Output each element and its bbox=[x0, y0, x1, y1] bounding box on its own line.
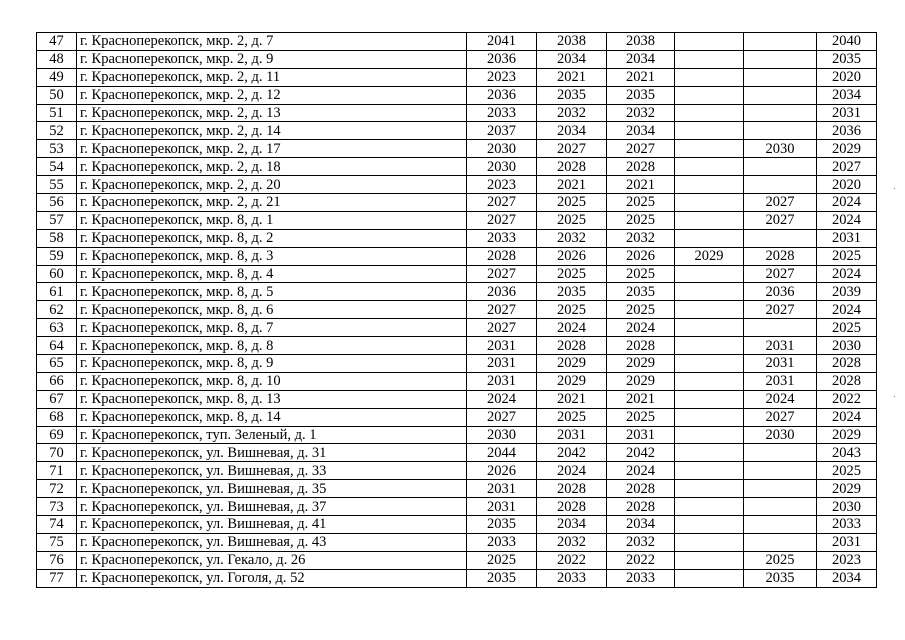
year-cell-5: 2035 bbox=[744, 569, 817, 587]
year-cell-2: 2025 bbox=[537, 408, 607, 426]
year-cell-6: 2020 bbox=[817, 68, 877, 86]
year-cell-1: 2030 bbox=[467, 140, 537, 158]
year-cell-2: 2025 bbox=[537, 194, 607, 212]
address-cell: г. Красноперекопск, мкр. 8, д. 1 bbox=[77, 211, 467, 229]
table-row bbox=[37, 86, 877, 104]
address-cell: г. Красноперекопск, мкр. 8, д. 9 bbox=[77, 355, 467, 373]
year-cell-3: 2024 bbox=[607, 462, 675, 480]
year-cell-5 bbox=[744, 68, 817, 86]
address-cell: г. Красноперекопск, мкр. 8, д. 2 bbox=[77, 229, 467, 247]
year-cell-3: 2034 bbox=[607, 516, 675, 534]
year-cell-1: 2044 bbox=[467, 444, 537, 462]
year-cell-6: 2024 bbox=[817, 301, 877, 319]
table-row bbox=[37, 372, 877, 390]
year-cell-6: 2025 bbox=[817, 462, 877, 480]
year-cell-5: 2030 bbox=[744, 426, 817, 444]
year-cell-1: 2036 bbox=[467, 50, 537, 68]
table-row bbox=[37, 551, 877, 569]
year-cell-2: 2032 bbox=[537, 229, 607, 247]
year-cell-6: 2034 bbox=[817, 86, 877, 104]
row-number: 73 bbox=[37, 498, 77, 516]
year-cell-4 bbox=[675, 86, 744, 104]
year-cell-3: 2033 bbox=[607, 569, 675, 587]
row-number: 75 bbox=[37, 533, 77, 551]
schedule-table bbox=[36, 32, 877, 588]
row-number: 76 bbox=[37, 551, 77, 569]
row-number: 72 bbox=[37, 480, 77, 498]
year-cell-3: 2034 bbox=[607, 122, 675, 140]
year-cell-5 bbox=[744, 498, 817, 516]
row-number: 60 bbox=[37, 265, 77, 283]
year-cell-1: 2036 bbox=[467, 283, 537, 301]
year-cell-2: 2022 bbox=[537, 551, 607, 569]
address-cell: г. Красноперекопск, мкр. 8, д. 10 bbox=[77, 372, 467, 390]
year-cell-2: 2034 bbox=[537, 122, 607, 140]
year-cell-1: 2027 bbox=[467, 194, 537, 212]
year-cell-4 bbox=[675, 408, 744, 426]
scan-mark: · bbox=[893, 392, 897, 403]
year-cell-3: 2029 bbox=[607, 372, 675, 390]
year-cell-6: 2025 bbox=[817, 319, 877, 337]
row-number: 66 bbox=[37, 372, 77, 390]
year-cell-4 bbox=[675, 301, 744, 319]
year-cell-3: 2022 bbox=[607, 551, 675, 569]
year-cell-5 bbox=[744, 50, 817, 68]
row-number: 56 bbox=[37, 194, 77, 212]
row-number: 69 bbox=[37, 426, 77, 444]
address-cell: г. Красноперекопск, ул. Вишневая, д. 37 bbox=[77, 498, 467, 516]
year-cell-1: 2041 bbox=[467, 33, 537, 51]
table-row bbox=[37, 390, 877, 408]
year-cell-4 bbox=[675, 426, 744, 444]
year-cell-5 bbox=[744, 319, 817, 337]
address-cell: г. Красноперекопск, ул. Вишневая, д. 31 bbox=[77, 444, 467, 462]
year-cell-1: 2027 bbox=[467, 265, 537, 283]
year-cell-1: 2031 bbox=[467, 498, 537, 516]
row-number: 64 bbox=[37, 337, 77, 355]
year-cell-6: 2023 bbox=[817, 551, 877, 569]
year-cell-3: 2024 bbox=[607, 319, 675, 337]
address-cell: г. Красноперекопск, мкр. 8, д. 8 bbox=[77, 337, 467, 355]
year-cell-6: 2031 bbox=[817, 229, 877, 247]
year-cell-4 bbox=[675, 50, 744, 68]
year-cell-4 bbox=[675, 211, 744, 229]
row-number: 47 bbox=[37, 33, 77, 51]
table-row bbox=[37, 337, 877, 355]
table-row bbox=[37, 158, 877, 176]
year-cell-5: 2027 bbox=[744, 408, 817, 426]
address-cell: г. Красноперекопск, мкр. 2, д. 13 bbox=[77, 104, 467, 122]
address-cell: г. Красноперекопск, мкр. 8, д. 13 bbox=[77, 390, 467, 408]
table-row bbox=[37, 319, 877, 337]
year-cell-5: 2027 bbox=[744, 265, 817, 283]
table-row bbox=[37, 480, 877, 498]
year-cell-1: 2028 bbox=[467, 247, 537, 265]
row-number: 57 bbox=[37, 211, 77, 229]
row-number: 63 bbox=[37, 319, 77, 337]
row-number: 48 bbox=[37, 50, 77, 68]
year-cell-1: 2027 bbox=[467, 319, 537, 337]
table-row bbox=[37, 516, 877, 534]
address-cell: г. Красноперекопск, мкр. 8, д. 4 bbox=[77, 265, 467, 283]
row-number: 71 bbox=[37, 462, 77, 480]
year-cell-6: 2034 bbox=[817, 569, 877, 587]
year-cell-4 bbox=[675, 229, 744, 247]
year-cell-6: 2025 bbox=[817, 247, 877, 265]
year-cell-2: 2021 bbox=[537, 390, 607, 408]
table-row bbox=[37, 426, 877, 444]
address-cell: г. Красноперекопск, ул. Вишневая, д. 35 bbox=[77, 480, 467, 498]
year-cell-4 bbox=[675, 516, 744, 534]
year-cell-1: 2031 bbox=[467, 355, 537, 373]
year-cell-5: 2027 bbox=[744, 194, 817, 212]
year-cell-1: 2025 bbox=[467, 551, 537, 569]
year-cell-2: 2038 bbox=[537, 33, 607, 51]
year-cell-5 bbox=[744, 462, 817, 480]
row-number: 49 bbox=[37, 68, 77, 86]
address-cell: г. Красноперекопск, мкр. 8, д. 7 bbox=[77, 319, 467, 337]
year-cell-4 bbox=[675, 176, 744, 194]
table-row bbox=[37, 533, 877, 551]
table-row bbox=[37, 50, 877, 68]
year-cell-3: 2032 bbox=[607, 533, 675, 551]
year-cell-2: 2028 bbox=[537, 480, 607, 498]
year-cell-4 bbox=[675, 498, 744, 516]
table-row bbox=[37, 283, 877, 301]
table-row bbox=[37, 444, 877, 462]
year-cell-6: 2029 bbox=[817, 426, 877, 444]
year-cell-5: 2031 bbox=[744, 372, 817, 390]
year-cell-2: 2025 bbox=[537, 301, 607, 319]
table-row bbox=[37, 194, 877, 212]
address-cell: г. Красноперекопск, мкр. 2, д. 12 bbox=[77, 86, 467, 104]
table-row bbox=[37, 140, 877, 158]
year-cell-2: 2032 bbox=[537, 104, 607, 122]
year-cell-1: 2024 bbox=[467, 390, 537, 408]
address-cell: г. Красноперекопск, ул. Гекало, д. 26 bbox=[77, 551, 467, 569]
year-cell-5 bbox=[744, 533, 817, 551]
year-cell-4 bbox=[675, 319, 744, 337]
year-cell-1: 2027 bbox=[467, 408, 537, 426]
year-cell-5: 2024 bbox=[744, 390, 817, 408]
year-cell-3: 2021 bbox=[607, 390, 675, 408]
table-row bbox=[37, 68, 877, 86]
year-cell-3: 2035 bbox=[607, 86, 675, 104]
year-cell-5: 2031 bbox=[744, 355, 817, 373]
year-cell-5 bbox=[744, 122, 817, 140]
year-cell-3: 2027 bbox=[607, 140, 675, 158]
year-cell-6: 2024 bbox=[817, 408, 877, 426]
year-cell-1: 2036 bbox=[467, 86, 537, 104]
table-row bbox=[37, 247, 877, 265]
year-cell-5: 2027 bbox=[744, 301, 817, 319]
year-cell-3: 2028 bbox=[607, 158, 675, 176]
row-number: 52 bbox=[37, 122, 77, 140]
year-cell-6: 2029 bbox=[817, 480, 877, 498]
table-row bbox=[37, 33, 877, 51]
year-cell-1: 2023 bbox=[467, 176, 537, 194]
year-cell-3: 2038 bbox=[607, 33, 675, 51]
address-cell: г. Красноперекопск, мкр. 2, д. 9 bbox=[77, 50, 467, 68]
row-number: 53 bbox=[37, 140, 77, 158]
address-cell: г. Красноперекопск, мкр. 8, д. 14 bbox=[77, 408, 467, 426]
year-cell-2: 2033 bbox=[537, 569, 607, 587]
row-number: 67 bbox=[37, 390, 77, 408]
year-cell-3: 2025 bbox=[607, 301, 675, 319]
year-cell-2: 2025 bbox=[537, 265, 607, 283]
year-cell-1: 2035 bbox=[467, 516, 537, 534]
table-row bbox=[37, 211, 877, 229]
year-cell-5 bbox=[744, 158, 817, 176]
table-row bbox=[37, 176, 877, 194]
year-cell-4 bbox=[675, 265, 744, 283]
year-cell-2: 2034 bbox=[537, 516, 607, 534]
year-cell-5: 2036 bbox=[744, 283, 817, 301]
year-cell-6: 2024 bbox=[817, 194, 877, 212]
year-cell-4 bbox=[675, 140, 744, 158]
year-cell-3: 2032 bbox=[607, 229, 675, 247]
year-cell-2: 2035 bbox=[537, 86, 607, 104]
year-cell-4 bbox=[675, 68, 744, 86]
row-number: 65 bbox=[37, 355, 77, 373]
year-cell-2: 2032 bbox=[537, 533, 607, 551]
year-cell-6: 2028 bbox=[817, 372, 877, 390]
year-cell-6: 2030 bbox=[817, 337, 877, 355]
year-cell-2: 2035 bbox=[537, 283, 607, 301]
year-cell-1: 2030 bbox=[467, 158, 537, 176]
row-number: 55 bbox=[37, 176, 77, 194]
year-cell-5 bbox=[744, 229, 817, 247]
year-cell-2: 2027 bbox=[537, 140, 607, 158]
year-cell-4 bbox=[675, 480, 744, 498]
year-cell-1: 2033 bbox=[467, 229, 537, 247]
year-cell-5 bbox=[744, 33, 817, 51]
year-cell-5: 2025 bbox=[744, 551, 817, 569]
address-cell: г. Красноперекопск, ул. Гоголя, д. 52 bbox=[77, 569, 467, 587]
row-number: 50 bbox=[37, 86, 77, 104]
year-cell-5: 2030 bbox=[744, 140, 817, 158]
year-cell-4 bbox=[675, 337, 744, 355]
year-cell-3: 2028 bbox=[607, 480, 675, 498]
year-cell-2: 2028 bbox=[537, 158, 607, 176]
year-cell-3: 2021 bbox=[607, 68, 675, 86]
year-cell-2: 2029 bbox=[537, 355, 607, 373]
table-row bbox=[37, 462, 877, 480]
year-cell-5 bbox=[744, 516, 817, 534]
year-cell-1: 2037 bbox=[467, 122, 537, 140]
year-cell-2: 2031 bbox=[537, 426, 607, 444]
year-cell-3: 2028 bbox=[607, 337, 675, 355]
year-cell-4 bbox=[675, 283, 744, 301]
year-cell-2: 2025 bbox=[537, 211, 607, 229]
year-cell-2: 2026 bbox=[537, 247, 607, 265]
year-cell-5: 2027 bbox=[744, 211, 817, 229]
year-cell-5 bbox=[744, 104, 817, 122]
address-cell: г. Красноперекопск, мкр. 2, д. 7 bbox=[77, 33, 467, 51]
year-cell-5 bbox=[744, 480, 817, 498]
year-cell-6: 2031 bbox=[817, 104, 877, 122]
year-cell-4 bbox=[675, 462, 744, 480]
address-cell: г. Красноперекопск, мкр. 2, д. 18 bbox=[77, 158, 467, 176]
row-number: 51 bbox=[37, 104, 77, 122]
year-cell-5 bbox=[744, 176, 817, 194]
row-number: 62 bbox=[37, 301, 77, 319]
year-cell-6: 2022 bbox=[817, 390, 877, 408]
year-cell-2: 2021 bbox=[537, 176, 607, 194]
year-cell-3: 2025 bbox=[607, 194, 675, 212]
year-cell-1: 2035 bbox=[467, 569, 537, 587]
year-cell-3: 2042 bbox=[607, 444, 675, 462]
year-cell-6: 2043 bbox=[817, 444, 877, 462]
year-cell-4 bbox=[675, 390, 744, 408]
year-cell-3: 2025 bbox=[607, 211, 675, 229]
table-row bbox=[37, 498, 877, 516]
address-cell: г. Красноперекопск, мкр. 2, д. 11 bbox=[77, 68, 467, 86]
address-cell: г. Красноперекопск, мкр. 8, д. 5 bbox=[77, 283, 467, 301]
year-cell-5: 2028 bbox=[744, 247, 817, 265]
year-cell-3: 2029 bbox=[607, 355, 675, 373]
year-cell-1: 2031 bbox=[467, 480, 537, 498]
year-cell-1: 2023 bbox=[467, 68, 537, 86]
table-row bbox=[37, 122, 877, 140]
address-cell: г. Красноперекопск, мкр. 2, д. 20 bbox=[77, 176, 467, 194]
year-cell-4 bbox=[675, 551, 744, 569]
table-row bbox=[37, 569, 877, 587]
year-cell-3: 2025 bbox=[607, 408, 675, 426]
year-cell-6: 2027 bbox=[817, 158, 877, 176]
table-row bbox=[37, 408, 877, 426]
year-cell-1: 2026 bbox=[467, 462, 537, 480]
row-number: 70 bbox=[37, 444, 77, 462]
year-cell-3: 2026 bbox=[607, 247, 675, 265]
row-number: 77 bbox=[37, 569, 77, 587]
year-cell-1: 2033 bbox=[467, 533, 537, 551]
year-cell-2: 2028 bbox=[537, 498, 607, 516]
year-cell-4 bbox=[675, 569, 744, 587]
year-cell-1: 2031 bbox=[467, 372, 537, 390]
year-cell-2: 2034 bbox=[537, 50, 607, 68]
year-cell-2: 2028 bbox=[537, 337, 607, 355]
year-cell-3: 2034 bbox=[607, 50, 675, 68]
year-cell-1: 2027 bbox=[467, 301, 537, 319]
address-cell: г. Красноперекопск, мкр. 2, д. 21 bbox=[77, 194, 467, 212]
year-cell-6: 2033 bbox=[817, 516, 877, 534]
address-cell: г. Красноперекопск, мкр. 2, д. 17 bbox=[77, 140, 467, 158]
year-cell-4 bbox=[675, 158, 744, 176]
year-cell-4 bbox=[675, 122, 744, 140]
table-row bbox=[37, 265, 877, 283]
year-cell-2: 2042 bbox=[537, 444, 607, 462]
row-number: 61 bbox=[37, 283, 77, 301]
year-cell-3: 2021 bbox=[607, 176, 675, 194]
year-cell-4 bbox=[675, 33, 744, 51]
table-body bbox=[37, 33, 877, 588]
table-row bbox=[37, 355, 877, 373]
row-number: 54 bbox=[37, 158, 77, 176]
year-cell-6: 2031 bbox=[817, 533, 877, 551]
year-cell-6: 2040 bbox=[817, 33, 877, 51]
year-cell-4 bbox=[675, 372, 744, 390]
table-row bbox=[37, 104, 877, 122]
year-cell-3: 2025 bbox=[607, 265, 675, 283]
year-cell-6: 2030 bbox=[817, 498, 877, 516]
year-cell-6: 2035 bbox=[817, 50, 877, 68]
table-row bbox=[37, 229, 877, 247]
year-cell-4 bbox=[675, 444, 744, 462]
address-cell: г. Красноперекопск, ул. Вишневая, д. 41 bbox=[77, 516, 467, 534]
year-cell-2: 2024 bbox=[537, 319, 607, 337]
year-cell-6: 2024 bbox=[817, 265, 877, 283]
year-cell-5: 2031 bbox=[744, 337, 817, 355]
year-cell-4 bbox=[675, 355, 744, 373]
year-cell-6: 2036 bbox=[817, 122, 877, 140]
year-cell-6: 2020 bbox=[817, 176, 877, 194]
year-cell-4 bbox=[675, 104, 744, 122]
year-cell-3: 2032 bbox=[607, 104, 675, 122]
year-cell-4: 2029 bbox=[675, 247, 744, 265]
row-number: 74 bbox=[37, 516, 77, 534]
row-number: 59 bbox=[37, 247, 77, 265]
year-cell-1: 2030 bbox=[467, 426, 537, 444]
year-cell-5 bbox=[744, 86, 817, 104]
year-cell-3: 2028 bbox=[607, 498, 675, 516]
table-row bbox=[37, 301, 877, 319]
year-cell-6: 2024 bbox=[817, 211, 877, 229]
year-cell-6: 2028 bbox=[817, 355, 877, 373]
year-cell-6: 2039 bbox=[817, 283, 877, 301]
address-cell: г. Красноперекопск, мкр. 8, д. 3 bbox=[77, 247, 467, 265]
address-cell: г. Красноперекопск, туп. Зеленый, д. 1 bbox=[77, 426, 467, 444]
address-cell: г. Красноперекопск, мкр. 8, д. 6 bbox=[77, 301, 467, 319]
address-cell: г. Красноперекопск, ул. Вишневая, д. 43 bbox=[77, 533, 467, 551]
year-cell-1: 2033 bbox=[467, 104, 537, 122]
year-cell-5 bbox=[744, 444, 817, 462]
year-cell-1: 2027 bbox=[467, 211, 537, 229]
year-cell-2: 2024 bbox=[537, 462, 607, 480]
address-cell: г. Красноперекопск, ул. Вишневая, д. 33 bbox=[77, 462, 467, 480]
year-cell-2: 2021 bbox=[537, 68, 607, 86]
row-number: 58 bbox=[37, 229, 77, 247]
year-cell-4 bbox=[675, 533, 744, 551]
year-cell-1: 2031 bbox=[467, 337, 537, 355]
address-cell: г. Красноперекопск, мкр. 2, д. 14 bbox=[77, 122, 467, 140]
year-cell-2: 2029 bbox=[537, 372, 607, 390]
year-cell-3: 2031 bbox=[607, 426, 675, 444]
year-cell-4 bbox=[675, 194, 744, 212]
year-cell-3: 2035 bbox=[607, 283, 675, 301]
row-number: 68 bbox=[37, 408, 77, 426]
year-cell-6: 2029 bbox=[817, 140, 877, 158]
scan-mark: · bbox=[893, 184, 897, 195]
